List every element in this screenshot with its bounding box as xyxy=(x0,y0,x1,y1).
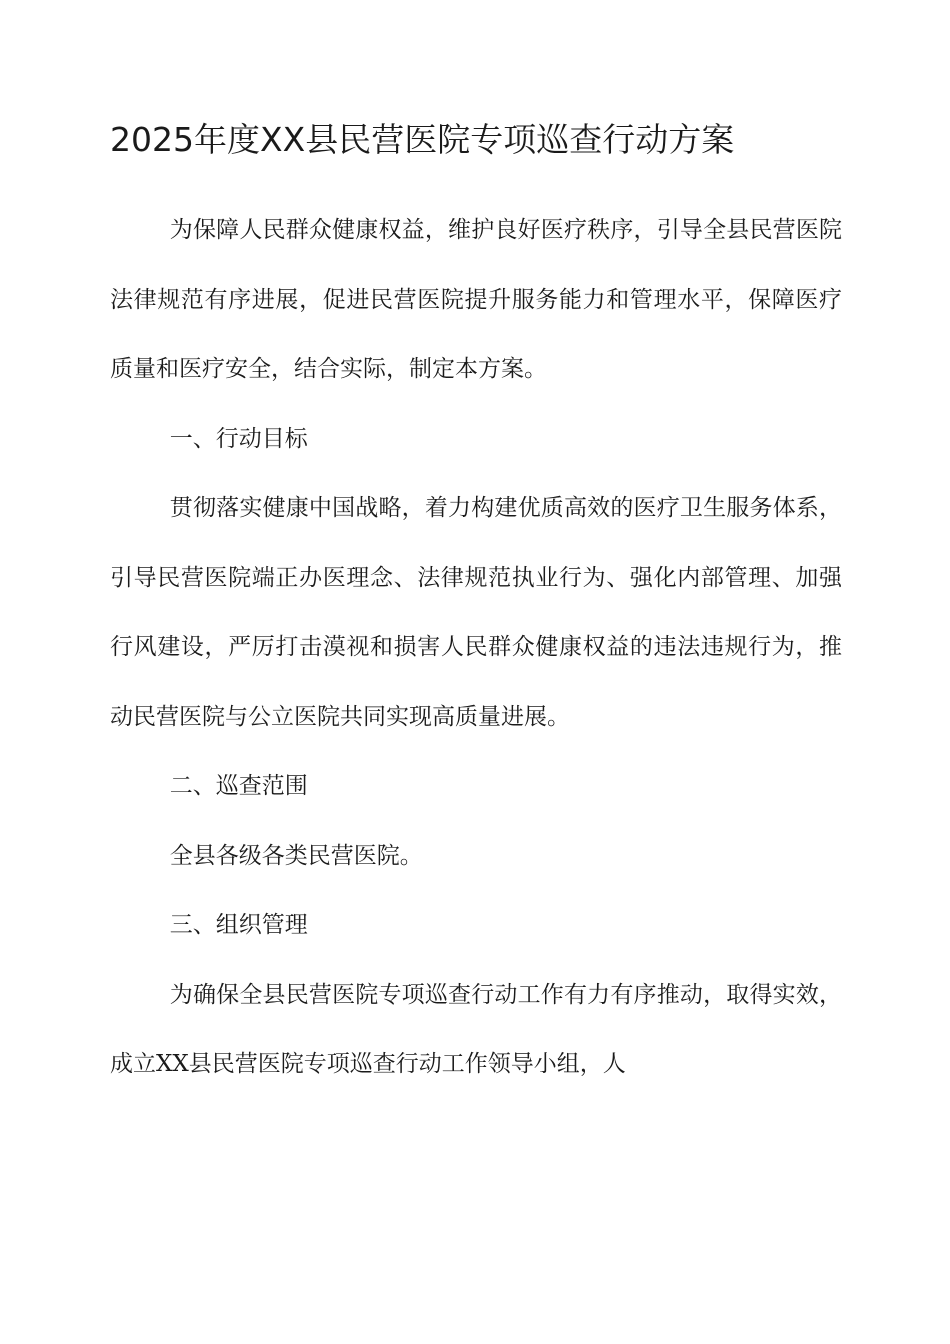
document-body xyxy=(110,196,842,1100)
intro-paragraph: 为保障人民群众健康权益，维护良好医疗秩序，引导全县民营医院法律规范有序进展，促进民营医院提升服务能力和管理水平，保障医疗质量和医疗安全，结合实际，制定本方案。 xyxy=(110,217,842,382)
section-heading-goals: 一、行动目标 xyxy=(169,425,308,452)
section-heading-organization: 三、组织管理 xyxy=(169,912,308,938)
document-title: 2025年度XX县民营医院专项巡查行动方案 xyxy=(110,120,735,159)
scope-paragraph: 全县各级各类民营医院。 xyxy=(169,842,423,869)
goals-paragraph: 贯彻落实健康中国战略，着力构建优质高效的医疗卫生服务体系，引导民营医院端正办医理念、法律规范执业行为、强化内部管理、加强行风建设，严厉打击漠视和损害人民群众健康权益的违法违规行为，推动民营医院与公立医院共同实现高质量进展。 xyxy=(110,495,842,730)
organization-paragraph: 为确保全县民营医院专项巡查行动工作有力有序推动，取得实效，成立XX县民营医院专项巡查行动工作领导小组，人 xyxy=(110,981,842,1077)
section-heading-scope: 二、巡查范围 xyxy=(169,773,308,799)
